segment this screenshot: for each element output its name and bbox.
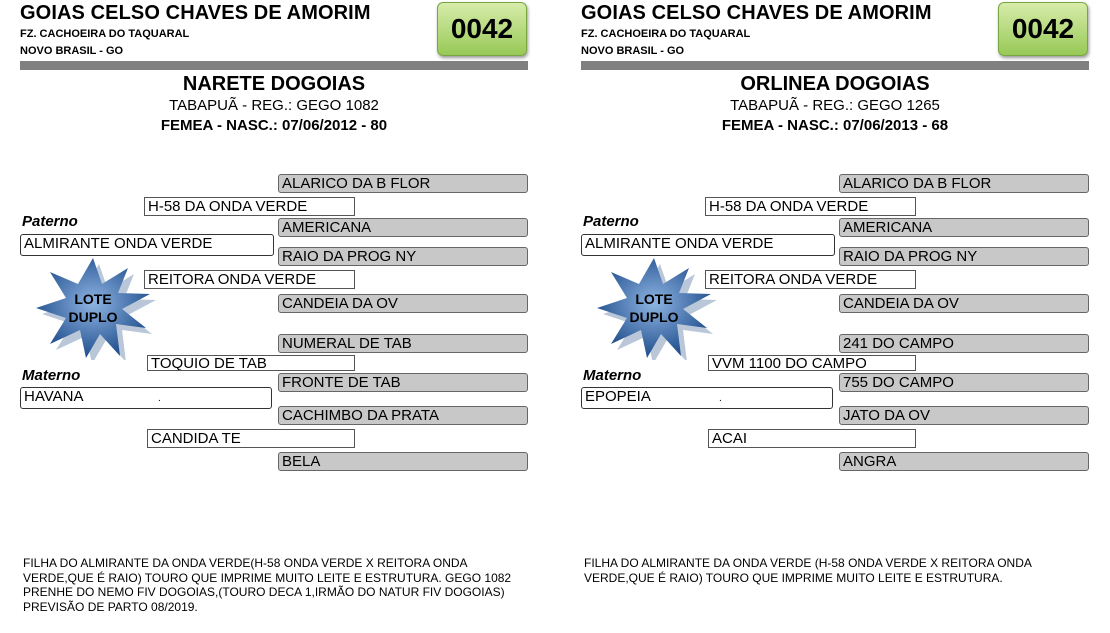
pedigree-sire-dam-sire: RAIO DA PROG NY xyxy=(839,247,1089,266)
pedigree-sire-sire-dam: AMERICANA xyxy=(278,218,528,237)
pedigree-sire: ALMIRANTE ONDA VERDE xyxy=(581,234,835,256)
pedigree-sire-dam: REITORA ONDA VERDE xyxy=(705,270,916,289)
pedigree-dam-sire: VVM 1100 DO CAMPO xyxy=(708,355,916,371)
lot-number-badge: 0042 xyxy=(998,2,1088,56)
stray-dot: . xyxy=(719,393,722,404)
pedigree-dam-dam-dam: ANGRA xyxy=(839,452,1089,471)
lote-duplo-text xyxy=(597,290,711,326)
duplo-text: DUPLO xyxy=(68,309,118,325)
lote-duplo-badge xyxy=(597,256,727,360)
pedigree-dam-dam: CANDIDA TE xyxy=(147,429,355,448)
pedigree-sire-sire-sire: ALARICO DA B FLOR xyxy=(839,174,1089,193)
pedigree-dam: EPOPEIA xyxy=(581,387,833,409)
paternal-label: Paterno xyxy=(22,213,78,230)
animal-card-left xyxy=(20,0,530,633)
pedigree-dam-sire-sire: NUMERAL DE TAB xyxy=(278,334,528,353)
duplo-text: DUPLO xyxy=(629,309,679,325)
farm-city: NOVO BRASIL - GO xyxy=(581,45,685,57)
header-divider xyxy=(581,61,1089,70)
farm-place: FZ. CACHOEIRA DO TAQUARAL xyxy=(581,28,751,40)
farm-place: FZ. CACHOEIRA DO TAQUARAL xyxy=(20,28,190,40)
pedigree-dam-sire: TOQUIO DE TAB xyxy=(147,355,355,371)
farm-owner: GOIAS CELSO CHAVES DE AMORIM xyxy=(581,2,932,24)
pedigree-sire-dam-dam: CANDEIA DA OV xyxy=(839,294,1089,313)
pedigree-sire-sire-dam: AMERICANA xyxy=(839,218,1089,237)
lot-number-badge: 0042 xyxy=(437,2,527,56)
maternal-label: Materno xyxy=(583,367,642,384)
lote-text: LOTE xyxy=(635,291,673,307)
pedigree-dam: HAVANA xyxy=(20,387,272,409)
lote-text: LOTE xyxy=(74,291,112,307)
animal-description: FILHA DO ALMIRANTE DA ONDA VERDE (H-58 ONDA VERDE X REITORA ONDA VERDE,QUE É RAIO) TOURO QUE IMPRIME MUITO LEITE E ESTRUTURA. xyxy=(584,556,1032,585)
farm-city: NOVO BRASIL - GO xyxy=(20,45,124,57)
animal-registration: TABAPUÃ - REG.: GEGO 1082 xyxy=(169,97,379,114)
pedigree-sire-sire-sire: ALARICO DA B FLOR xyxy=(278,174,528,193)
pedigree-dam-dam-sire: JATO DA OV xyxy=(839,406,1089,425)
animal-card-right xyxy=(581,0,1091,633)
pedigree-sire-dam: REITORA ONDA VERDE xyxy=(144,270,355,289)
pedigree-sire-sire: H-58 DA ONDA VERDE xyxy=(705,197,916,216)
pedigree-dam-dam: ACAI xyxy=(708,429,916,448)
animal-name: ORLINEA DOGOIAS xyxy=(740,73,930,95)
lote-duplo-text xyxy=(36,290,150,326)
farm-owner: GOIAS CELSO CHAVES DE AMORIM xyxy=(20,2,371,24)
pedigree-sire-sire: H-58 DA ONDA VERDE xyxy=(144,197,355,216)
stray-dot: . xyxy=(158,393,161,404)
pedigree-dam-dam-sire: CACHIMBO DA PRATA xyxy=(278,406,528,425)
header-divider xyxy=(20,61,528,70)
pedigree-sire: ALMIRANTE ONDA VERDE xyxy=(20,234,274,256)
animal-name: NARETE DOGOIAS xyxy=(182,73,366,95)
paternal-label: Paterno xyxy=(583,213,639,230)
animal-description: FILHA DO ALMIRANTE DA ONDA VERDE(H-58 ONDA VERDE X REITORA ONDA VERDE,QUE É RAIO) TOURO QUE IMPRIME MUITO LEITE E ESTRUTURA. GEGO 1082 PRENHE DO NEMO FIV DOGOIAS,(TOURO DECA 1,IRMÃO DO NATUR FIV DOGOIAS) PREVISÃO DE PARTO 08/2019. xyxy=(23,556,512,614)
pedigree-dam-sire-sire: 241 DO CAMPO xyxy=(839,334,1089,353)
animal-sex-birth: FEMEA - NASC.: 07/06/2013 - 68 xyxy=(721,117,949,134)
pedigree-dam-sire-dam: 755 DO CAMPO xyxy=(839,373,1089,392)
maternal-label: Materno xyxy=(22,367,81,384)
animal-sex-birth: FEMEA - NASC.: 07/06/2012 - 80 xyxy=(160,117,388,134)
pedigree-dam-dam-dam: BELA xyxy=(278,452,528,471)
lote-duplo-badge xyxy=(36,256,166,360)
pedigree-sire-dam-dam: CANDEIA DA OV xyxy=(278,294,528,313)
pedigree-sire-dam-sire: RAIO DA PROG NY xyxy=(278,247,528,266)
animal-registration: TABAPUÃ - REG.: GEGO 1265 xyxy=(730,97,940,114)
pedigree-dam-sire-dam: FRONTE DE TAB xyxy=(278,373,528,392)
